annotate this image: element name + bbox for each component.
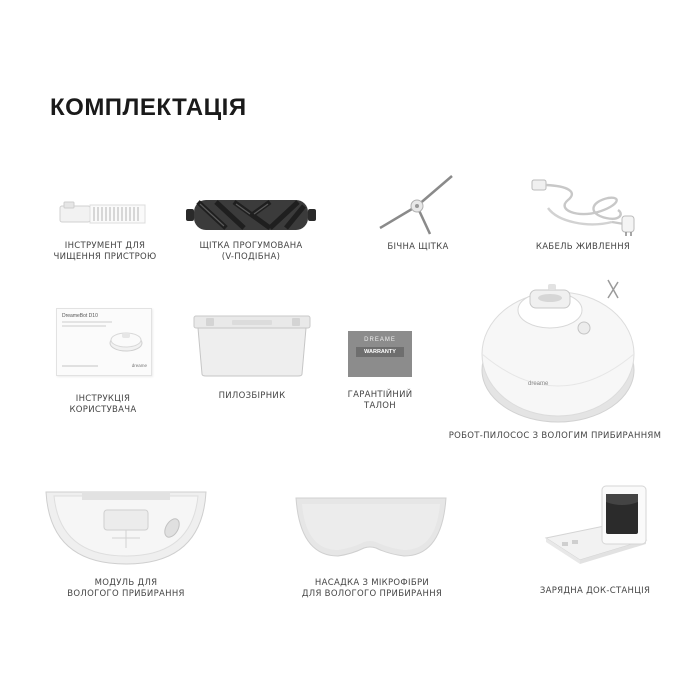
caption-power-cable: КАБЕЛЬ ЖИВЛЕННЯ	[535, 242, 631, 252]
mop-pad-image	[292, 494, 450, 560]
manual-brand: dreame	[131, 363, 147, 368]
caption-mop-pad: НАСАДКА З МІКРОФІБРИ ДЛЯ ВОЛОГОГО ПРИБИРАННЯ	[301, 578, 443, 599]
mop-module-image	[42, 488, 210, 566]
side-brush-image	[374, 172, 460, 236]
caption-dock-station: ЗАРЯДНА ДОК-СТАНЦІЯ	[539, 586, 651, 596]
dustbin-image	[192, 314, 312, 378]
power-cable-image	[528, 178, 638, 236]
caption-roller-brush: ЩІТКА ПРОГУМОВАНА (V-ПОДІБНА)	[199, 241, 303, 262]
caption-warranty: ГАРАНТІЙНИЙ ТАЛОН	[347, 390, 413, 411]
caption-side-brush: БІЧНА ЩІТКА	[387, 242, 449, 252]
warranty-brand: DREAME	[364, 337, 396, 343]
manual-product-name: DreameBot D10	[62, 313, 98, 319]
caption-user-manual: ІНСТРУКЦІЯ КОРИСТУВАЧА	[69, 394, 137, 415]
caption-mop-module: МОДУЛЬ ДЛЯ ВОЛОГОГО ПРИБИРАННЯ	[67, 578, 185, 599]
page-title: КОМПЛЕКТАЦІЯ	[50, 94, 247, 121]
roller-brush-image	[186, 192, 316, 238]
dock-station-image	[544, 482, 648, 566]
robot-vacuum-image	[478, 268, 638, 424]
caption-cleaning-tool: ІНСТРУМЕНТ ДЛЯ ЧИЩЕННЯ ПРИСТРОЮ	[53, 241, 157, 262]
warranty-card-image	[348, 331, 412, 377]
caption-robot: РОБОТ-ПИЛОСОС З ВОЛОГИМ ПРИБИРАННЯМ	[448, 431, 662, 441]
robot-brand: dreame	[528, 381, 549, 387]
cleaning-tool-image	[58, 200, 148, 230]
warranty-label: WARRANTY	[356, 347, 404, 357]
user-manual-image	[56, 308, 152, 376]
caption-dustbin: ПИЛОЗБІРНИК	[218, 391, 286, 401]
